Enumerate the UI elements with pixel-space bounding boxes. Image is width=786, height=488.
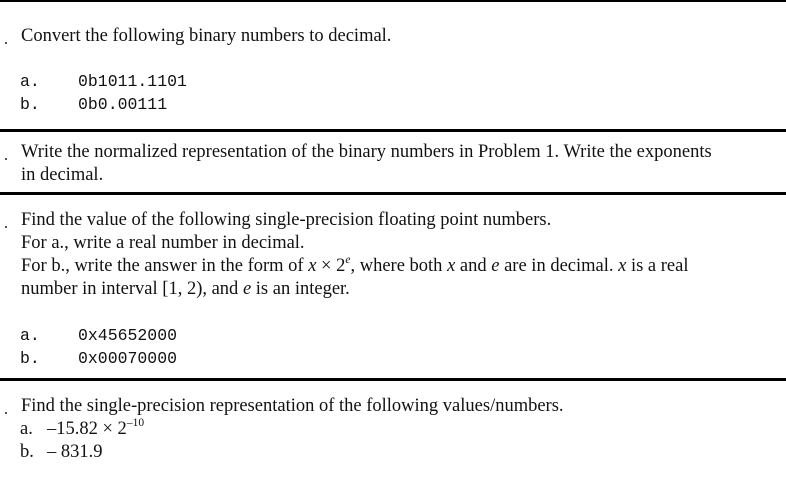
problem-2-prompt [21,141,712,187]
problem-4-prompt: Find the single-precision representation of the following values/numbers. [21,396,564,416]
bullet-marker [5,158,7,160]
prompt-line: Write the normalized representation of the binary numbers in Problem 1. Write the exponents [21,142,712,162]
exponent-e [345,254,350,266]
item-letter: a. [20,419,33,439]
text-run: is an integer. [251,279,350,299]
problem-4-item-b [20,441,103,464]
prompt-line: For a., write a real number in decimal. [21,233,305,253]
bullet-marker [5,226,7,228]
prompt-line: Find the value of the following single-precision floating point numbers. [21,210,552,230]
prompt-line [21,255,689,278]
text-run: For b., write the answer in the form of [21,256,309,276]
item-value: –15.82 × 2 [47,419,127,439]
item-value: 0x45652000 [78,326,178,345]
section-divider [0,192,786,195]
item-letter: a. [20,72,40,91]
item-value: 0x00070000 [78,349,178,368]
bullet-marker [5,42,7,44]
item-value: 0b1011.1101 [78,72,187,91]
variable-x: x [447,256,456,276]
prompt-line: in decimal. [21,165,104,185]
text-run: and [455,256,492,276]
item-letter: b. [20,442,34,462]
variable-x: x [618,256,627,276]
problem-3-item-a [20,325,177,347]
text-run: is a real [626,256,689,276]
text-run: × 2 [316,256,346,276]
problem-3-item-b [20,348,177,370]
problem-4-item-a [20,418,144,441]
bullet-marker [5,412,7,414]
problem-1-prompt: Convert the following binary numbers to decimal. [21,26,392,46]
text-run: number in interval [1, 2), and [21,279,243,299]
item-letter: b. [20,95,40,114]
item-value: – 831.9 [47,442,103,462]
section-divider [0,129,786,132]
text-run: are in decimal. [499,256,619,276]
item-value: 0b0.00111 [78,95,168,114]
variable-e: e [491,256,500,276]
variable-e: e [242,279,252,299]
variable-x: x [308,256,317,276]
text-run: , where both [350,256,448,276]
problem-1-item-a [20,71,187,93]
prompt-line [21,278,689,301]
item-letter: a. [20,326,40,345]
top-divider [0,0,786,2]
variable-e: e [345,253,351,266]
item-exponent: –10 [126,416,145,429]
problem-3-prompt [21,209,689,301]
item-letter: b. [20,349,40,368]
problem-1-item-b [20,94,167,116]
section-divider [0,378,786,381]
